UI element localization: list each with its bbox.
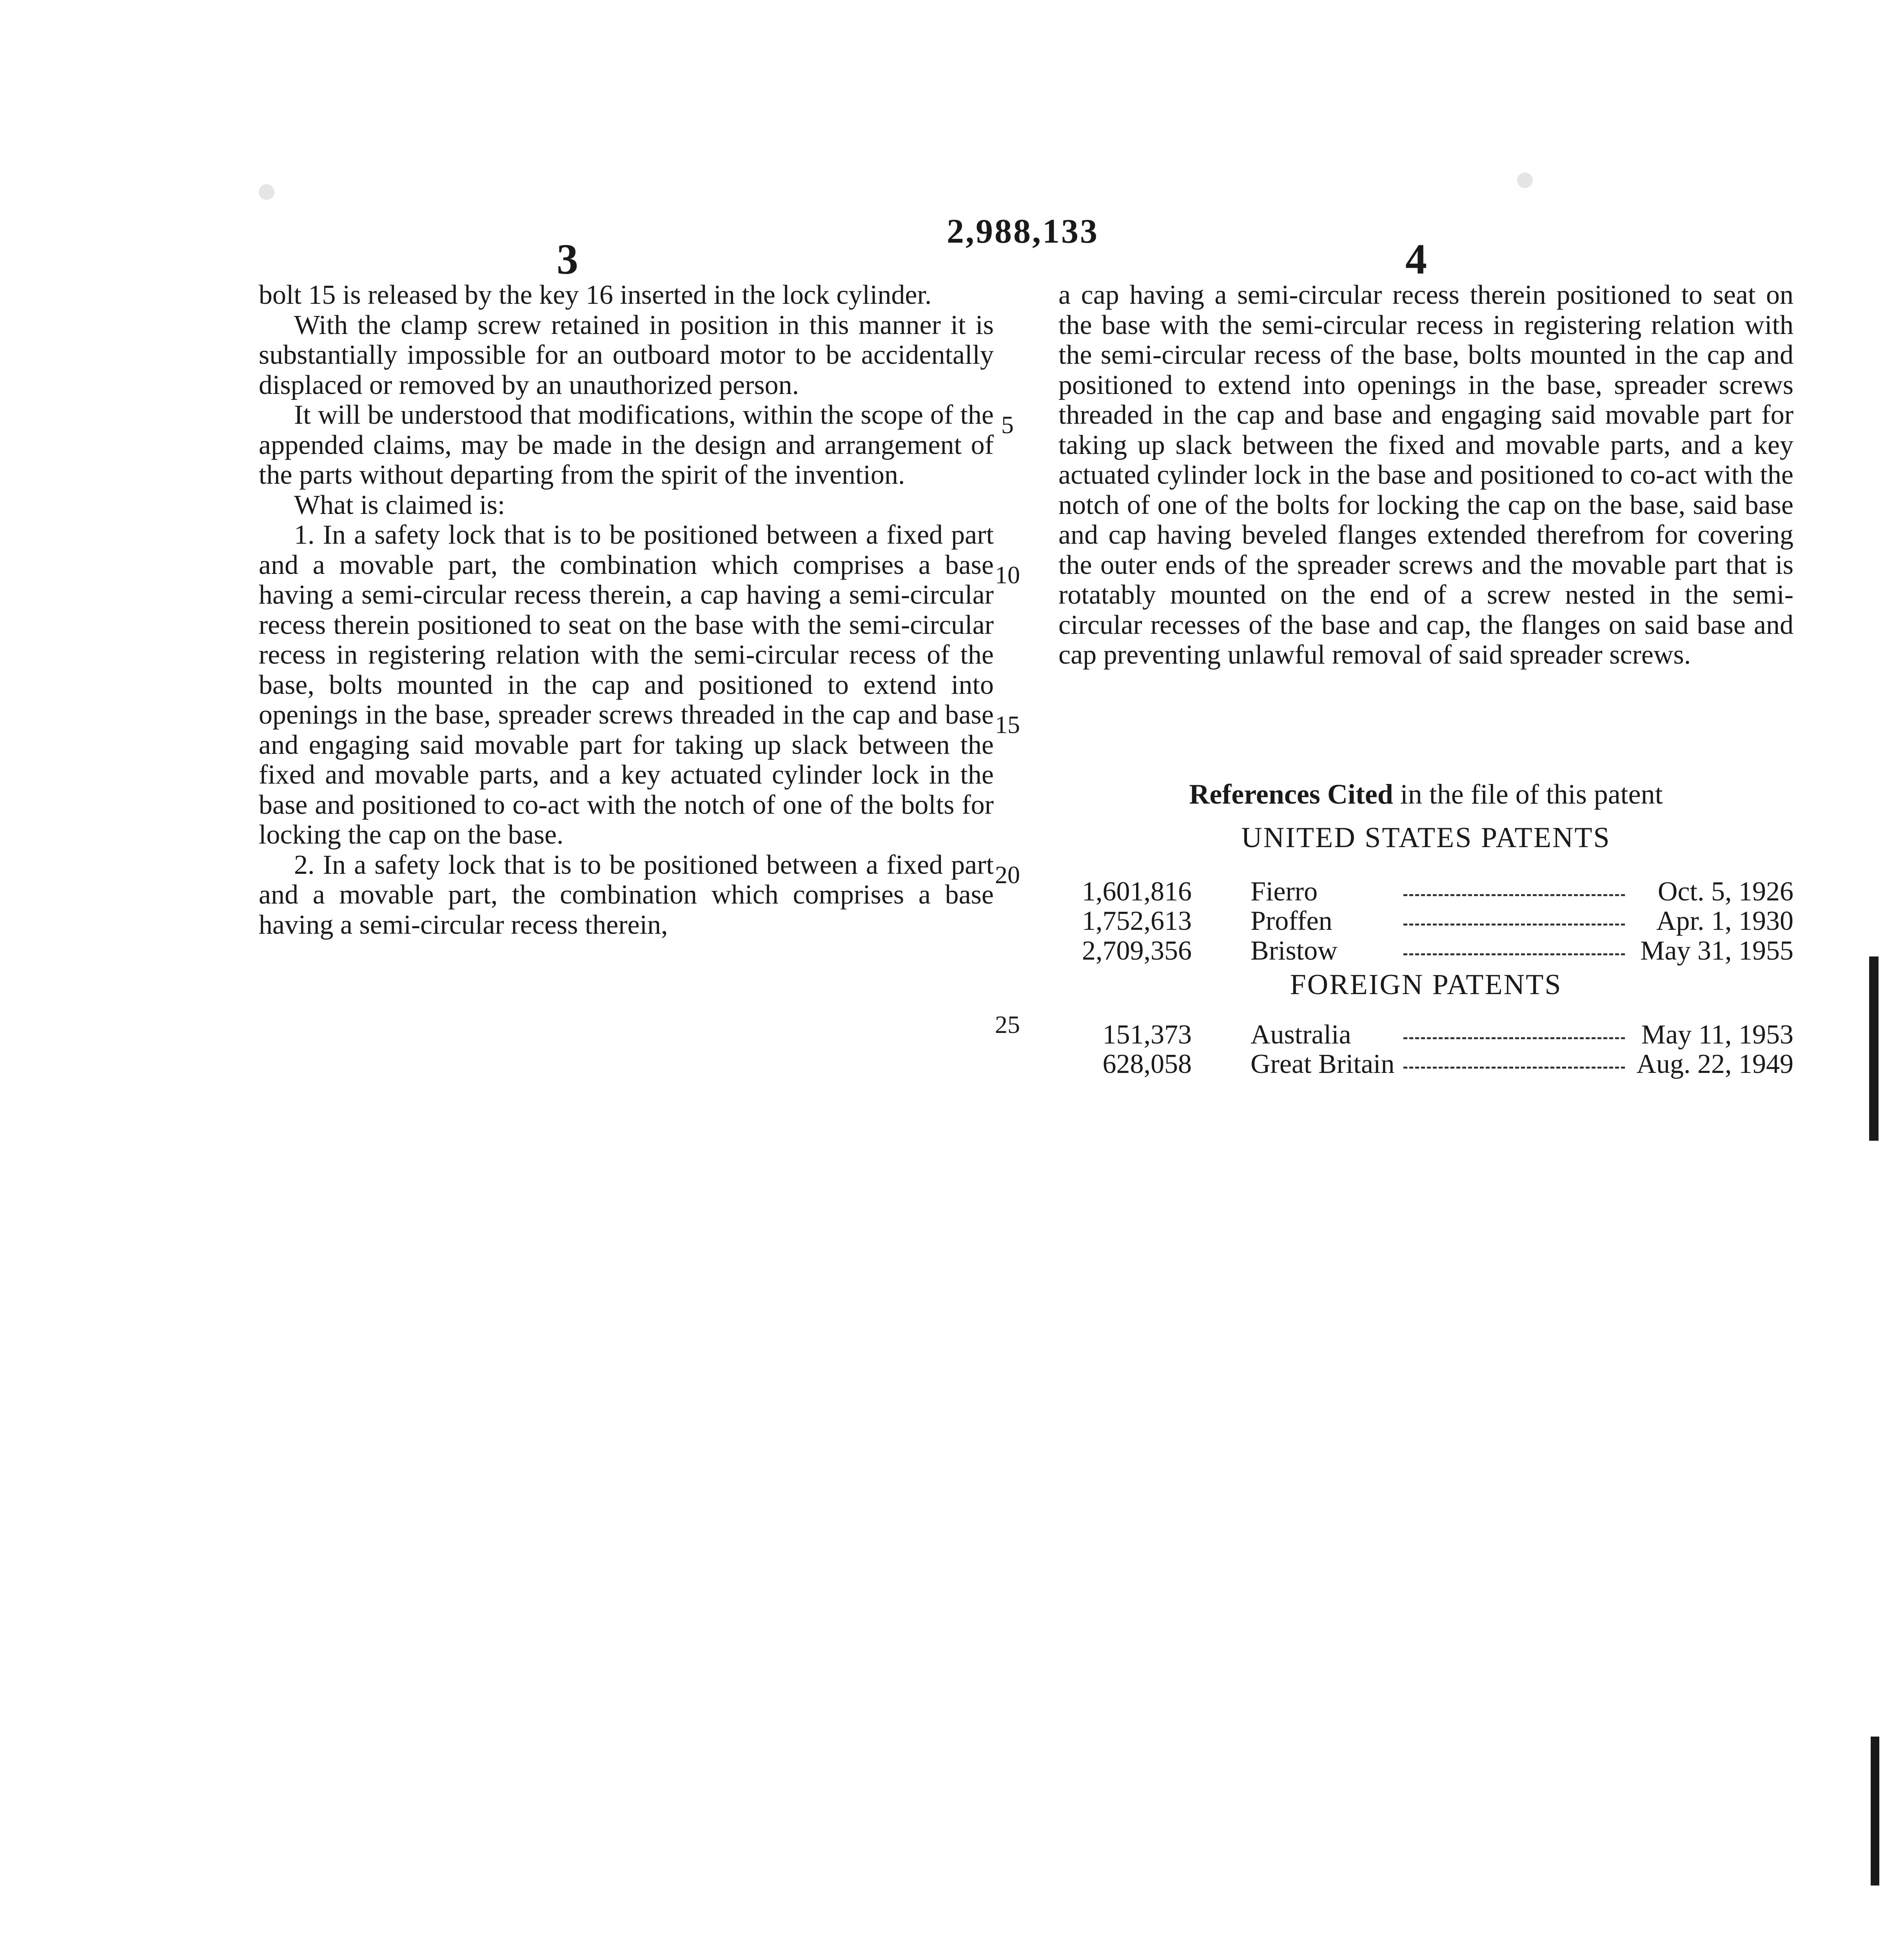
line-number: 20 [995,861,1020,889]
claim-2-continued: a cap having a semi-circular recess therein positioned to seat on the base with the semi-circular recess in registering relation with the semi-circular recess of the base, bolts mounted in the cap and positioned to extend into openings in the base, spreader screws threaded in the cap and base and engaging said movable part for taking up slack between the fixed and movable parts, and a key actuated cylinder lock in the base and positioned to co-act with the notch of one of the bolts for locking the cap on the base, said base and cap having beveled flanges extended therefrom for covering the outer ends of the spreader screws and the movable part that is rotatably mounted on the end of a screw nested in the semi-circular recesses of the base and cap, the flanges on said base and cap preventing unlawful removal of said spreader screws. [1058,280,1793,670]
reference-row [1058,1049,1793,1080]
paragraph: With the clamp screw retained in position in this manner it is substantially impossible for an outboard motor to be accidentally displaced or removed by an unauthorized person. [259,310,994,400]
reference-row [1058,906,1793,937]
scan-margin-mark [1869,956,1879,1141]
patent-date: Apr. 1, 1930 [1656,906,1793,936]
scan-margin-mark [1871,1737,1879,1886]
patent-number: 2,988,133 [947,212,1099,250]
patent-number-cell: 2,709,356 [1082,936,1192,966]
patent-number-cell: 628,058 [1102,1049,1192,1079]
dot-leader [1403,953,1625,955]
paragraph: What is claimed is: [294,490,505,520]
foreign-patents-title: FOREIGN PATENTS [1290,969,1562,1001]
line-number: 15 [995,711,1020,739]
paragraph: It will be understood that modifications, within the scope of the appended claims, may be made in the design and arrangement of the parts without departing from the spirit of the invention. [259,400,994,490]
inventor-name: Fierro [1251,877,1318,907]
patent-date: May 31, 1955 [1640,936,1793,966]
page-number-left: 3 [557,235,578,283]
claim-1: 1. In a safety lock that is to be positioned between a fixed part and a movable part, the combination which comprises a base having a semi-circular recess therein, a cap having a semi-circular recess therein positioned to seat on the base with the semi-circular recess in registering relation with the semi-circular recess of the base, bolts mounted in the cap and positioned to extend into openings in the base, spreader screws threaded in the cap and base and engaging said movable part for taking up slack between the fixed and movable parts, and a key actuated cylinder lock in the base and positioned to co-act with the notch of one of the bolts for locking the cap on the base. [259,520,994,850]
reference-row [1058,876,1793,907]
patent-date: Aug. 22, 1949 [1636,1049,1793,1079]
inventor-name: Proffen [1251,906,1332,936]
references-title-bold: References Cited [1189,779,1393,810]
line-number: 5 [1001,411,1014,439]
dot-leader [1403,1037,1625,1039]
inventor-name: Bristow [1251,936,1338,966]
references-title-rest: in the file of this patent [1393,779,1663,810]
us-patents-title: UNITED STATES PATENTS [1241,822,1611,854]
claim-2: 2. In a safety lock that is to be positioned between a fixed part and a movable part, the combination which comprises a base having a semi-circular recess therein, [259,849,994,940]
patent-number-cell: 1,601,816 [1082,877,1192,907]
line-number: 10 [995,561,1020,589]
page-number-right: 4 [1405,235,1427,283]
patent-number-cell: 151,373 [1102,1020,1192,1050]
right-column [1058,280,1793,670]
patent-date: May 11, 1953 [1641,1020,1793,1050]
references-title [1058,778,1793,811]
dot-leader [1403,894,1625,896]
country-name: Australia [1251,1020,1351,1050]
paragraph: bolt 15 is released by the key 16 inserted in the lock cylinder. [259,280,932,310]
reference-row [1058,1019,1793,1051]
scan-speck [259,184,274,200]
dot-leader [1403,1067,1625,1069]
scan-speck [1517,172,1533,188]
left-column [259,280,994,940]
patent-number-cell: 1,752,613 [1082,906,1192,936]
country-name: Great Britain [1251,1049,1395,1079]
dot-leader [1403,924,1625,926]
line-number: 25 [995,1011,1020,1038]
reference-row [1058,935,1793,967]
patent-date: Oct. 5, 1926 [1657,877,1793,907]
